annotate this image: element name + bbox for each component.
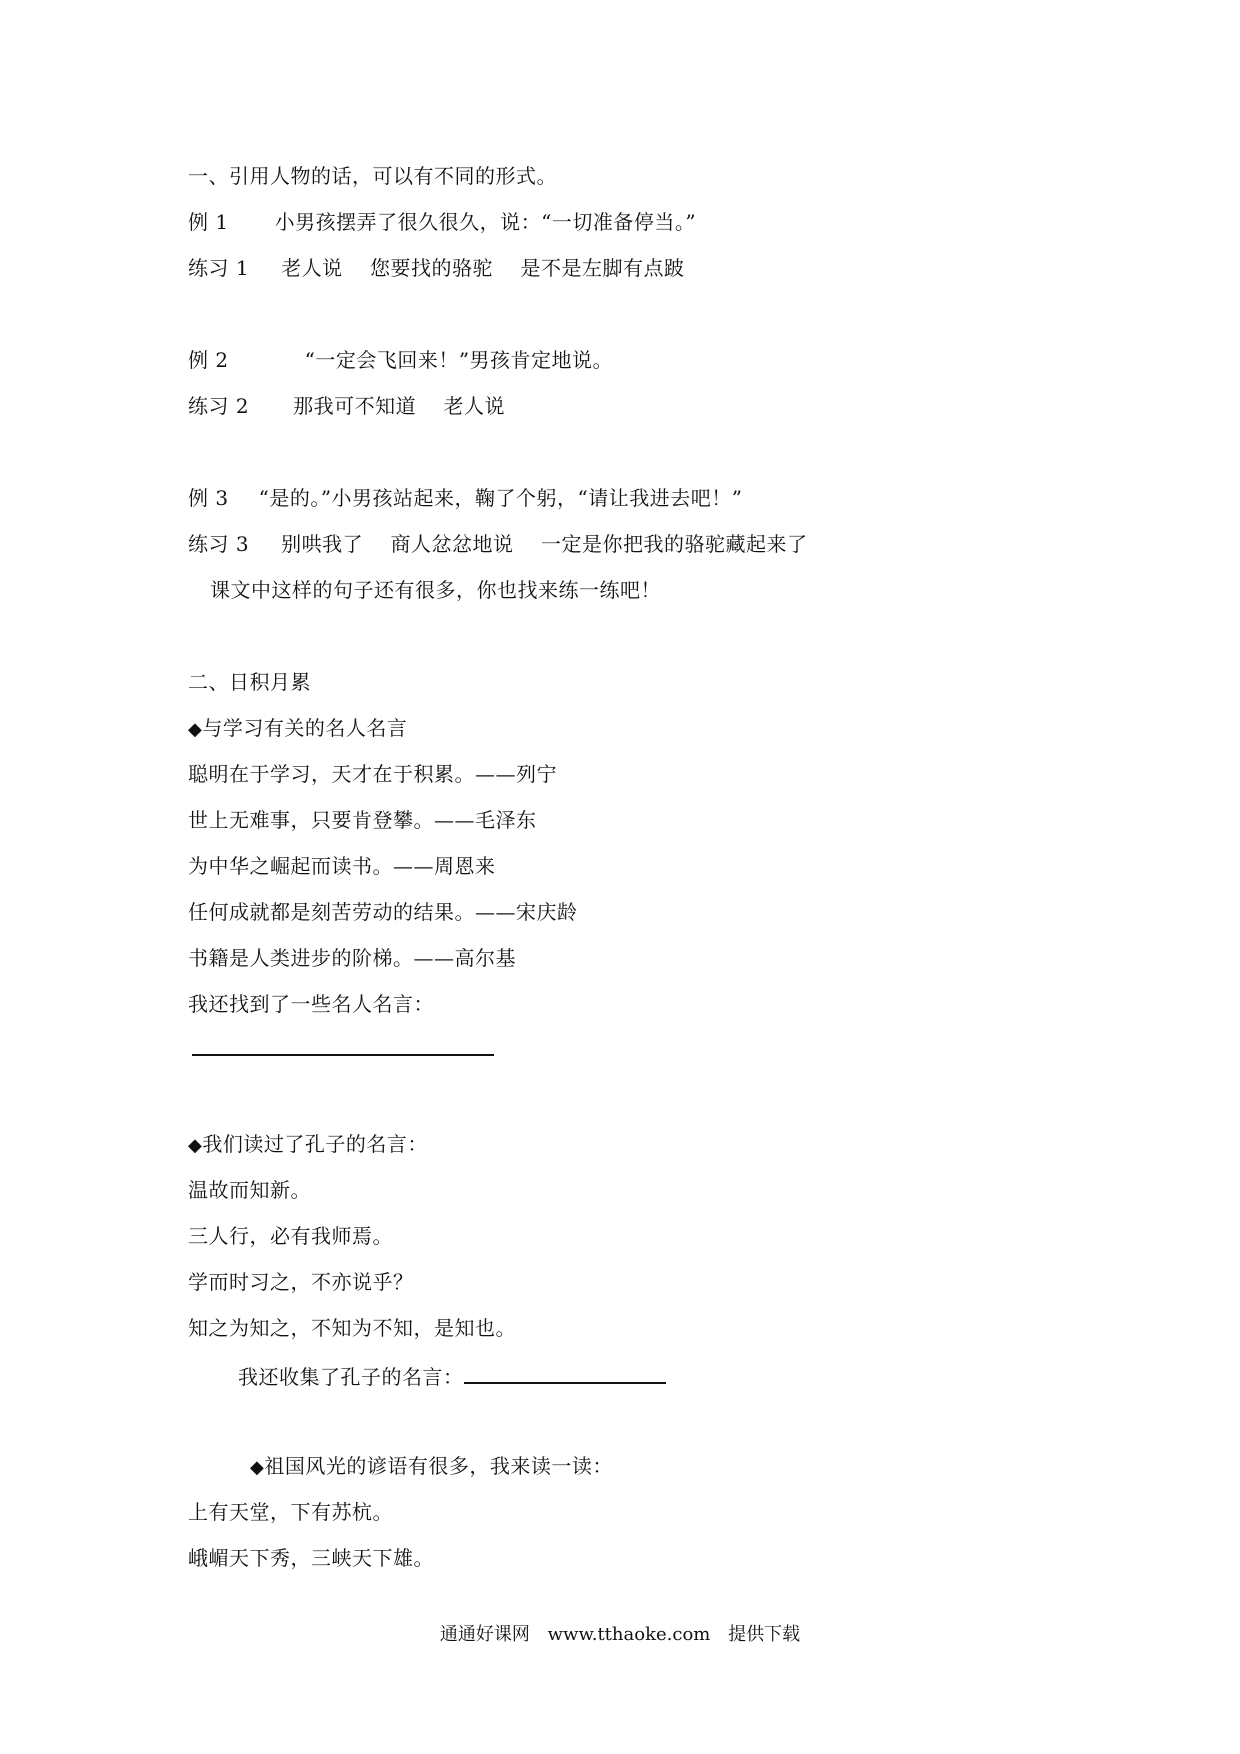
quote-item: 任何成就都是刻苦劳动的结果。——宋庆龄 xyxy=(188,900,578,924)
section1-heading: 一、引用人物的话，可以有不同的形式。 xyxy=(188,164,557,188)
confucius-heading-line xyxy=(188,1130,428,1160)
confucius-heading: 我们读过了孔子的名言： xyxy=(202,1132,428,1156)
quotes-heading-line xyxy=(188,714,407,744)
example2-label: 例 2 xyxy=(188,348,229,372)
example1-text: 小男孩摆弄了很久很久，说：“一切准备停当。” xyxy=(274,210,697,234)
proverbs-heading-line xyxy=(250,1452,613,1482)
quotes-prompt: 我还找到了一些名人名言： xyxy=(188,992,434,1016)
practice1-label: 练习 1 xyxy=(188,256,250,280)
section1-closing: 课文中这样的句子还有很多，你也找来练一练吧！ xyxy=(210,578,661,602)
quotes-answer-blank[interactable] xyxy=(192,1054,494,1056)
practice2-text: 那我可不知道 老人说 xyxy=(293,394,506,418)
practice1-text: 老人说 您要找的骆驼 是不是左脚有点跛 xyxy=(281,256,685,280)
page-footer xyxy=(0,1622,1240,1648)
footer-site-name: 通通好课网 xyxy=(439,1624,530,1645)
practice2-label: 练习 2 xyxy=(188,394,250,418)
diamond-bullet-icon: ◆ xyxy=(250,1457,265,1478)
confucius-prompt: 我还收集了孔子的名言： xyxy=(238,1365,464,1389)
example1-label: 例 1 xyxy=(188,210,229,234)
proverb-item: 上有天堂，下有苏杭。 xyxy=(188,1500,393,1524)
practice3-line xyxy=(188,530,807,558)
confucius-item: 温故而知新。 xyxy=(188,1178,311,1202)
proverbs-heading: 祖国风光的谚语有很多，我来读一读： xyxy=(264,1454,613,1478)
example3-line xyxy=(188,484,743,512)
example3-text: “是的。”小男孩站起来，鞠了个躬，“请让我进去吧！” xyxy=(258,486,743,510)
example2-text: “一定会飞回来！”男孩肯定地说。 xyxy=(304,348,614,372)
example2-line xyxy=(188,346,613,374)
proverb-item: 峨嵋天下秀，三峡天下雄。 xyxy=(188,1546,434,1570)
confucius-item: 三人行，必有我师焉。 xyxy=(188,1224,393,1248)
practice2-line xyxy=(188,392,505,420)
quote-item: 书籍是人类进步的阶梯。——高尔基 xyxy=(188,946,516,970)
quotes-heading: 与学习有关的名人名言 xyxy=(202,716,408,740)
practice3-label: 练习 3 xyxy=(188,532,250,556)
quote-item: 世上无难事，只要肯登攀。——毛泽东 xyxy=(188,808,537,832)
footer-note: 提供下载 xyxy=(728,1624,801,1645)
quote-item: 为中华之崛起而读书。——周恩来 xyxy=(188,854,496,878)
confucius-item: 知之为知之，不知为不知，是知也。 xyxy=(188,1316,516,1340)
diamond-bullet-icon: ◆ xyxy=(188,719,203,740)
confucius-prompt-line xyxy=(238,1360,666,1391)
confucius-answer-blank[interactable] xyxy=(464,1360,666,1384)
practice3-text: 别哄我了 商人忿忿地说 一定是你把我的骆驼藏起来了 xyxy=(281,532,808,556)
footer-url[interactable]: www.tthaoke.com xyxy=(547,1624,711,1645)
practice1-line xyxy=(188,254,684,282)
example3-label: 例 3 xyxy=(188,486,229,510)
diamond-bullet-icon: ◆ xyxy=(188,1135,203,1156)
quote-item: 聪明在于学习，天才在于积累。——列宁 xyxy=(188,762,557,786)
section2-heading: 二、日积月累 xyxy=(188,670,311,694)
confucius-item: 学而时习之，不亦说乎？ xyxy=(188,1270,414,1294)
example1-line xyxy=(188,208,696,236)
